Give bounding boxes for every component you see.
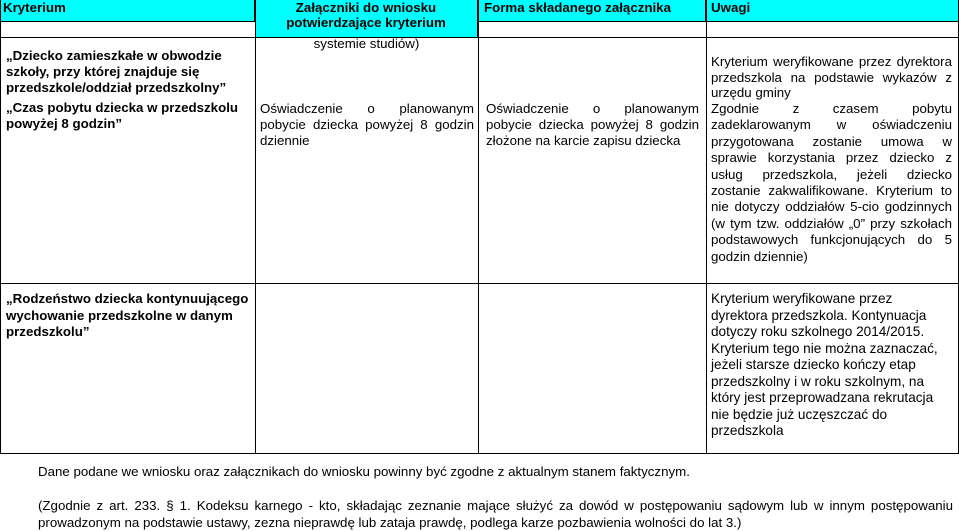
header-kryterium: [0, 0, 255, 22]
row3-uwagi: Kryterium weryfikowane przez dyrektora przedszkola. Kontynuacja dotyczy roku szkolnego 2014/2015. Kryterium tego nie można zaznaczać, jeżeli starsze dziecko kończy etap przedszkolny i w roku szkolnym, na który jest przeprowadzana rekrutacja nie będzie już uczęszczać do przedszkola: [711, 291, 938, 438]
header-zalaczniki-continuation: [255, 15, 478, 37]
row1-uwagi: Kryterium weryfikowane przez dyrektora przedszkola na podstawie wykazów z urzędu gminy: [711, 54, 952, 100]
row1-kryterium: „Dziecko zamieszkałe w obwodzie szkoły, przy której znajduje się przedszkole/oddział przedszkolny”: [6, 48, 227, 95]
row2-kryterium: „Czas pobytu dziecka w przedszkolu powyżej 8 godzin”: [6, 100, 239, 131]
header-uwagi: [706, 0, 959, 22]
header-forma-label: Forma składanego załącznika: [484, 0, 671, 15]
footer-legal-note: (Zgodnie z art. 233. § 1. Kodeksu karnego - kto, składając zeznanie mające służyć za dowód w postępowaniu sądowym lub w innym postępowaniu prowadzonym na podstawie ustawy, zezna nieprawdę lub zataja prawdę, podlega karze pozbawienia wolności do lat 3.): [38, 498, 953, 530]
row2-forma: Oświadczenie o planowanym pobycie dziecka powyżej 8 godzin złożone na karcie zapisu dziecka: [486, 101, 699, 148]
row2-zalaczniki: Oświadczenie o planowanym pobycie dziecka powyżej 8 godzin dziennie: [260, 101, 474, 148]
row2-uwagi: Zgodnie z czasem pobytu zadeklarowanym w oświadczeniu przygotowana zostanie umowa w sprawie korzystania przez dziecko z usług przedszkola, jeżeli dziecko zostanie zakwalifikowane. Kryterium to nie dotyczy oddziałów 5-cio godzinnych (w tym tzw. oddziałów „0” przy szkołach podstawowych funkcjonujących do 5 godzin dziennie): [711, 101, 952, 264]
header-uwagi-label: Uwagi: [711, 0, 751, 15]
row3-kryterium: „Rodzeństwo dziecka kontynuującego wychowanie przedszkolne w danym przedszkolu”: [6, 291, 249, 339]
header-zalaczniki-line1: Załączniki do wniosku: [295, 0, 437, 15]
header-zalaczniki-line2: potwierdzające kryterium: [286, 15, 446, 30]
header-kryterium-label: Kryterium: [3, 0, 66, 15]
header-forma: [478, 0, 706, 22]
grid-line-table-bottom: [0, 453, 959, 454]
grid-line-left: [0, 0, 1, 454]
grid-line-col3: [478, 0, 479, 454]
grid-line-col2: [255, 0, 256, 454]
grid-line-col4: [706, 0, 707, 454]
footer-note: Dane podane we wniosku oraz załącznikach do wniosku powinny być zgodne z aktualnym stanem faktycznym.: [38, 464, 690, 479]
zalaczniki-top-fragment: systemie studiów): [313, 36, 420, 51]
grid-line-header-bottom: [0, 37, 959, 38]
grid-line-row-separator: [0, 283, 959, 284]
